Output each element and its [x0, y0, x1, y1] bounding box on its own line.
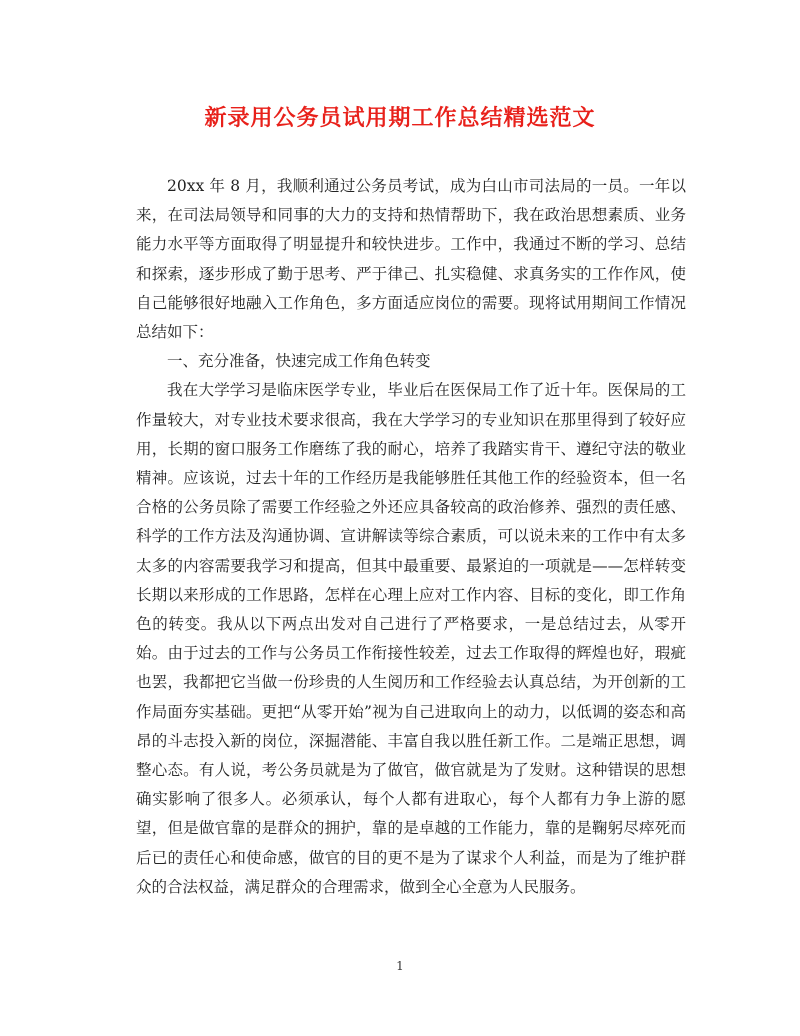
document-body: [136, 172, 686, 902]
paragraph-intro: 20xx 年 8 月，我顺利通过公务员考试，成为白山市司法局的一员。一年以来，在司法局领导和同事的大力的支持和热情帮助下，我在政治思想素质、业务能力水平等方面取得了明显提升和较快进步。工作中，我通过不断的学习、总结和探索，逐步形成了勤于思考、严于律己、扎实稳健、求真务实的工作作风，使自己能够很好地融入工作角色，多方面适应岗位的需要。现将试用期间工作情况总结如下：: [136, 177, 686, 342]
paragraph-section-1: 我在大学学习是临床医学专业，毕业后在医保局工作了近十年。医保局的工作量较大，对专业技术要求很高，我在大学学习的专业知识在那里得到了较好应用，长期的窗口服务工作磨练了我的耐心，培养了我踏实肯干、遵纪守法的敬业精神。应该说，过去十年的工作经历是我能够胜任其他工作的经验资本，但一名合格的公务员除了需要工作经验之外还应具备较高的政治修养、强烈的责任感、科学的工作方法及沟通协调、宣讲解读等综合素质，可以说未来的工作中有太多太多的内容需要我学习和提高，但其中最重要、最紧迫的一项就是——怎样转变长期以来形成的工作思路，怎样在心理上应对工作内容、目标的变化，即工作角色的转变。我从以下两点出发对自己进行了严格要求，一是总结过去，从零开始。由于过去的工作与公务员工作衔接性较差，过去工作取得的辉煌也好，瑕疵也罢，我都把它当做一份珍贵的人生阅历和工作经验去认真总结，为开创新的工作局面夯实基础。更把“从零开始”视为自己进取向上的动力，以低调的姿态和高昂的斗志投入新的岗位，深掘潜能、丰富自我以胜任新工作。二是端正思想，调整心态。有人说，考公务员就是为了做官，做官就是为了发财。这种错误的思想确实影响了很多人。必须承认，每个人都有进取心，每个人都有力争上游的愿望，但是做官靠的是群众的拥护，靠的是卓越的工作能力，靠的是鞠躬尽瘁死而后已的责任心和使命感，做官的目的更不是为了谋求个人利益，而是为了维护群众的合法权益，满足群众的合理需求，做到全心全意为人民服务。: [136, 381, 686, 896]
page-number: 1: [396, 959, 404, 973]
document-title: 新录用公务员试用期工作总结精选范文: [204, 105, 596, 131]
section-heading-1: 一、充分准备，快速完成工作角色转变: [167, 352, 431, 371]
